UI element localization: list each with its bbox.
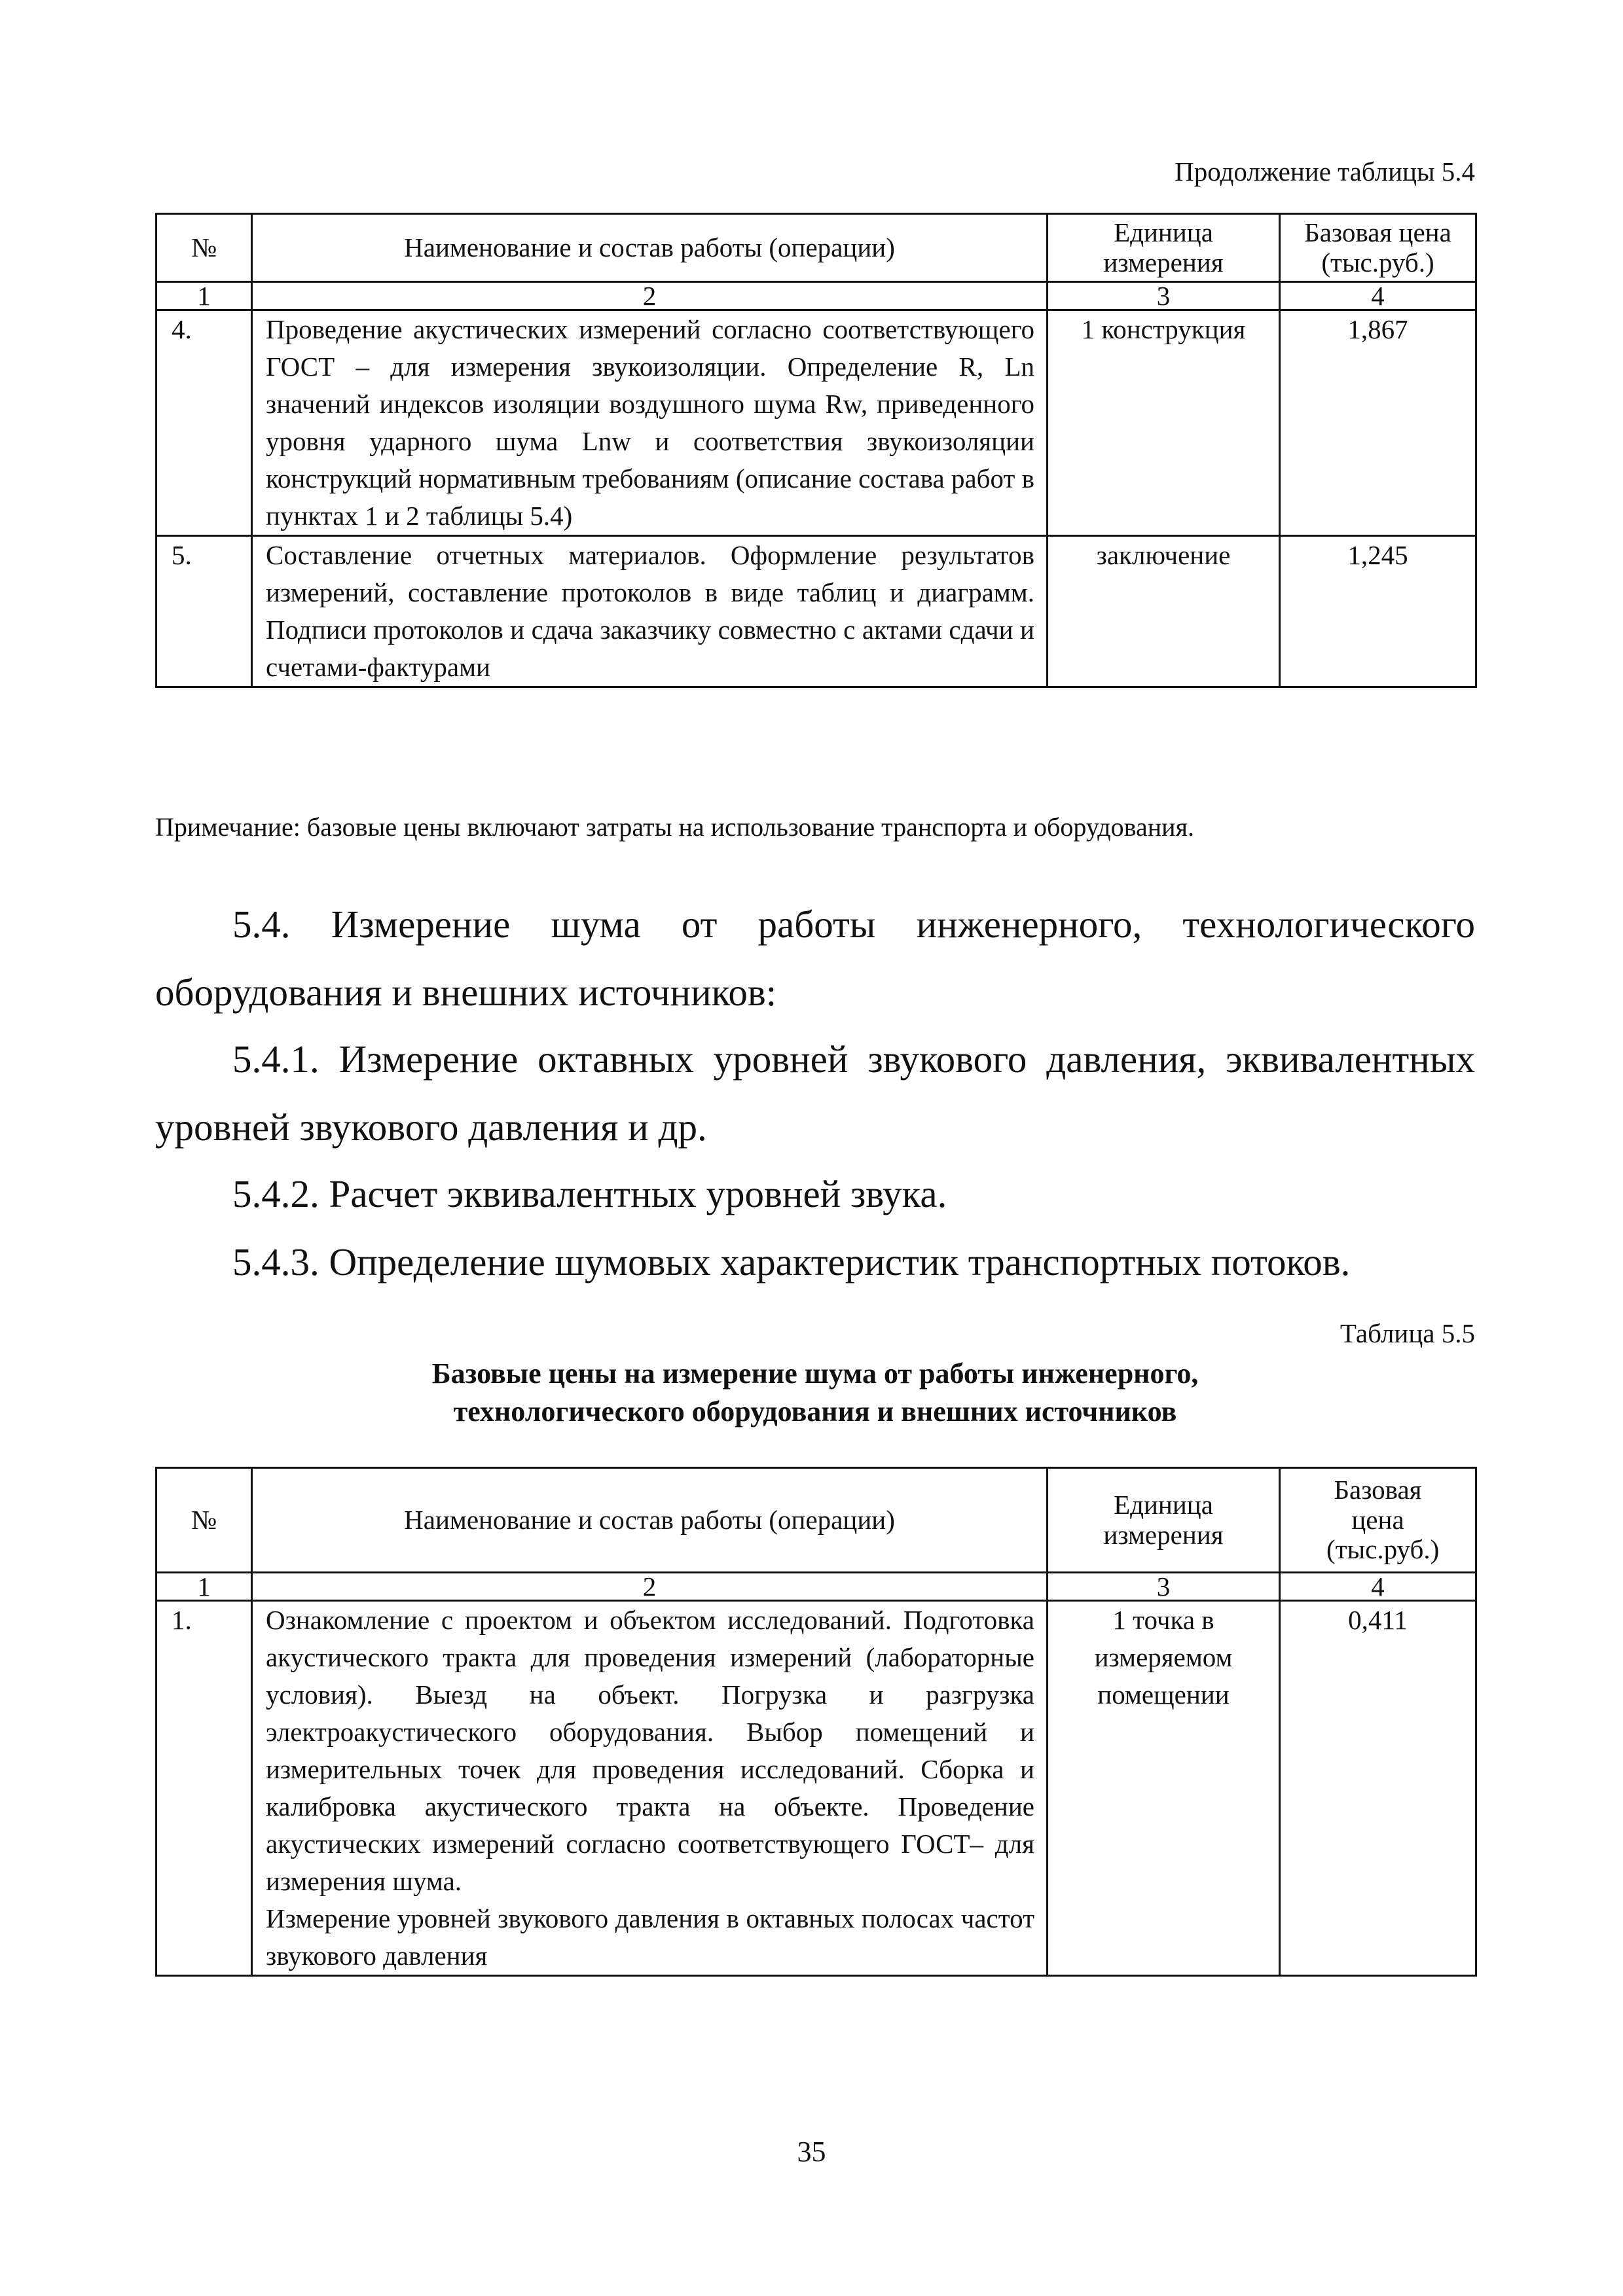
table-label: Таблица 5.5 — [1340, 1318, 1475, 1348]
column-number: 4 — [1280, 282, 1476, 310]
row-description: Составление отчетных материалов. Оформление результатов измерений, составление протоколов в виде таблиц и диаграмм. Подписи протоколов и сдача заказчику совместно с актами сдачи и счетами-фактурами — [252, 536, 1048, 687]
header-unit: Единица измерения — [1048, 1468, 1280, 1573]
table-5-5 — [155, 1467, 1477, 1977]
table-header-row — [156, 1468, 1476, 1573]
column-number: 2 — [252, 1573, 1048, 1601]
column-number: 1 — [156, 1573, 252, 1601]
section-paragraph: 5.4.1. Измерение октавных уровней звукового давления, эквивалентных уровней звукового давления и др. — [155, 1037, 1475, 1149]
table-5-4-continued — [155, 213, 1477, 688]
column-number: 2 — [252, 282, 1048, 310]
row-description — [252, 1601, 1048, 1976]
row-number: 1. — [156, 1601, 252, 1976]
table-row — [156, 1601, 1476, 1976]
header-description: Наименование и состав работы (операции) — [252, 1468, 1048, 1573]
header-price: Базовая цена (тыс.руб.) — [1280, 1468, 1476, 1573]
row-description: Проведение акустических измерений согласно соответствующего ГОСТ – для измерения звукоизоляции. Определение R, Ln значений индексов изоляции воздушного шума Rw, приведенного уровня ударного шума Lnw и соответствия звукоизоляции конструкций нормативным требованиям (описание состава работ в пунктах 1 и 2 таблицы 5.4) — [252, 310, 1048, 536]
header-number: № — [156, 1468, 252, 1573]
table-title-line: технологического оборудования и внешних источников — [453, 1395, 1177, 1427]
row-unit: 1 точка в измеряемом помещении — [1048, 1601, 1280, 1976]
column-number-row — [156, 282, 1476, 310]
row-number: 4. — [156, 310, 252, 536]
section-paragraph: 5.4.3. Определение шумовых характеристик транспортных потоков. — [232, 1240, 1351, 1283]
column-number: 4 — [1280, 1573, 1476, 1601]
header-unit: Единица измерения — [1048, 214, 1280, 282]
page-number: 35 — [797, 2136, 826, 2168]
row-description-part: Измерение уровней звукового давления в октавных полосах частот звукового давления — [266, 1903, 1034, 1971]
section-paragraph: 5.4.2. Расчет эквивалентных уровней звука. — [232, 1172, 947, 1215]
column-number: 1 — [156, 282, 252, 310]
row-unit: заключение — [1048, 536, 1280, 687]
column-number: 3 — [1048, 1573, 1280, 1601]
row-price: 1,245 — [1280, 536, 1476, 687]
continuation-caption: Продолжение таблицы 5.4 — [1175, 156, 1475, 187]
header-number: № — [156, 214, 252, 282]
table-header-row — [156, 214, 1476, 282]
header-price: Базовая цена (тыс.руб.) — [1280, 214, 1476, 282]
section-paragraph: 5.4. Измерение шума от работы инженерного, технологического оборудования и внешних источников: — [155, 903, 1475, 1014]
row-unit: 1 конструкция — [1048, 310, 1280, 536]
table-note: Примечание: базовые цены включают затраты на использование транспорта и оборудования. — [155, 812, 1194, 842]
header-description: Наименование и состав работы (операции) — [252, 214, 1048, 282]
row-number: 5. — [156, 536, 252, 687]
row-description-part: Ознакомление с проектом и объектом исследований. Подготовка акустического тракта для проведения измерений (лабораторные условия). Выезд на объект. Погрузка и разгрузка электроакустического оборудования. Выбор помещений и измерительных точек для проведения исследований. Сборка и калибровка акустического тракта на объекте. Проведение акустических измерений согласно соответствующего ГОСТ– для измерения шума. — [266, 1605, 1034, 1896]
row-price: 1,867 — [1280, 310, 1476, 536]
table-title-line: Базовые цены на измерение шума от работы инженерного, — [431, 1357, 1199, 1390]
table-row — [156, 310, 1476, 536]
column-number-row — [156, 1573, 1476, 1601]
table-row — [156, 536, 1476, 687]
column-number: 3 — [1048, 282, 1280, 310]
table-title — [155, 1355, 1475, 1431]
row-price: 0,411 — [1280, 1601, 1476, 1976]
